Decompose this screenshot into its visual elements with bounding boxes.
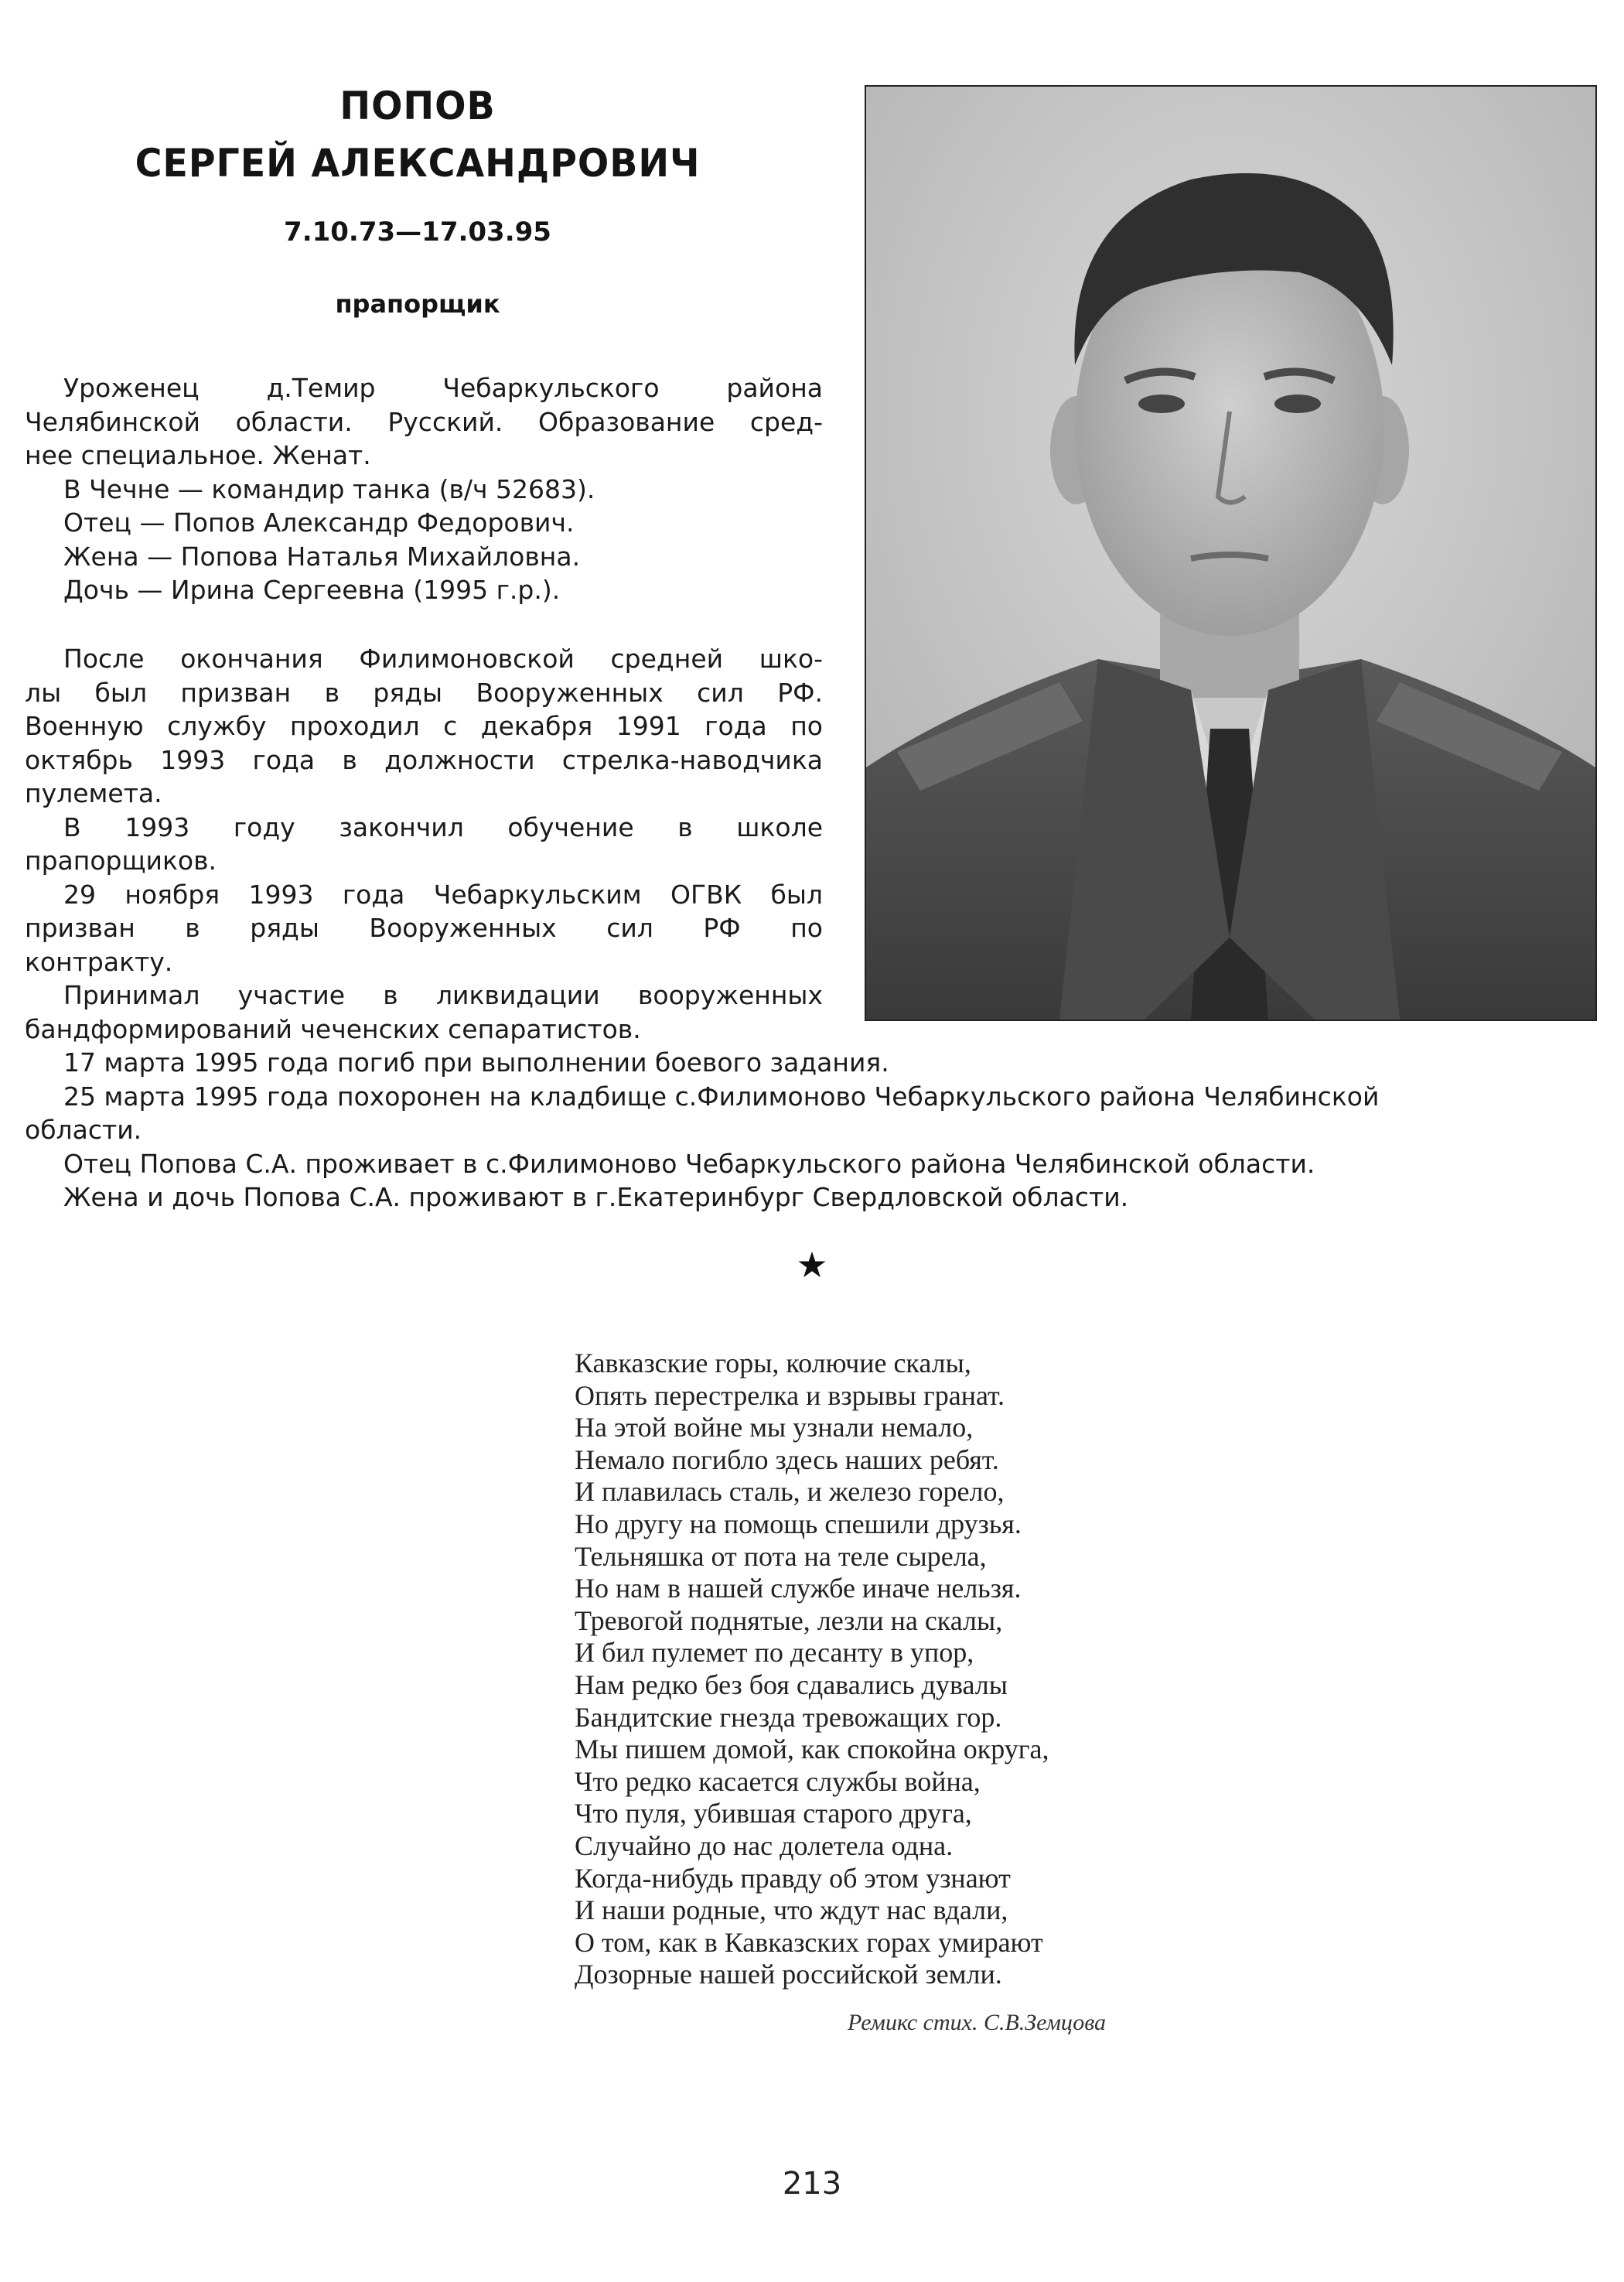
poem-line: Мы пишем домой, как спокойна округа, xyxy=(575,1734,1049,1765)
bio-line: прапорщиков. xyxy=(25,846,217,876)
bio-line: лы был призван в ряды Вооруженных сил РФ. xyxy=(25,677,823,708)
poem-line: Когда-нибудь правду об этом узнают xyxy=(575,1862,1011,1894)
bio-line: 29 ноября 1993 года Чебаркульским ОГВК был xyxy=(63,879,823,910)
surname-heading: ПОПОВ xyxy=(339,84,496,128)
bio-line: Челябинской области. Русский. Образование сред- xyxy=(25,406,823,437)
bio-line: Отец Попова С.А. проживает в с.Филимоново Чебаркульского района Челябинской области. xyxy=(63,1148,1315,1179)
bio-line: Военную службу проходил с декабря 1991 года по xyxy=(25,711,823,741)
bio-line: области. xyxy=(25,1115,142,1145)
page-number: 213 xyxy=(782,2166,842,2202)
bio-line: В 1993 году закончил обучение в школе xyxy=(63,811,823,842)
bio-line: Отец — Попов Александр Федорович. xyxy=(63,507,575,538)
given-names-heading: СЕРГЕЙ АЛЕКСАНДРОВИЧ xyxy=(135,141,701,186)
poem-line: Но другу на помощь спешили друзья. xyxy=(575,1508,1022,1539)
poem-line: И наши родные, что ждут нас вдали, xyxy=(575,1894,1008,1926)
bio-line: Жена — Попова Наталья Михайловна. xyxy=(63,541,581,572)
star-separator: ★ xyxy=(796,1244,828,1286)
bio-line: бандформирований чеченских сепаратистов. xyxy=(25,1013,641,1044)
bio-line: В Чечне — командир танка (в/ч 52683). xyxy=(63,473,595,504)
poem-line: Тельняшка от пота на теле сырела, xyxy=(575,1540,987,1572)
military-rank: прапорщик xyxy=(335,289,500,319)
poem-line: И бил пулемет по десанту в упор, xyxy=(575,1637,974,1669)
poem-line: О том, как в Кавказских горах умирают xyxy=(575,1926,1043,1958)
life-dates: 7.10.73—17.03.95 xyxy=(284,217,551,248)
poem-line: Что пуля, убившая старого друга, xyxy=(575,1798,972,1829)
bio-line: Дочь — Ирина Сергеевна (1995 г.р.). xyxy=(63,575,561,605)
poem-line: Тревогой поднятые, лезли на скалы, xyxy=(575,1604,1003,1636)
bio-line: Принимал участие в ликвидации вооруженных xyxy=(63,980,823,1010)
bio-line: контракту. xyxy=(25,946,173,977)
poem xyxy=(575,1348,1049,1991)
bio-line: пулемета. xyxy=(25,778,162,808)
bio-line: нее специальное. Женат. xyxy=(25,440,371,470)
poem-line: Дозорные нашей российской земли. xyxy=(575,1959,1002,1990)
poem-line: Нам редко без боя сдавались дувалы xyxy=(575,1669,1008,1700)
bio-paragraph-2 xyxy=(25,642,823,1046)
portrait-photo xyxy=(865,85,1597,1021)
poem-attribution: Ремикс стих. С.В.Земцова xyxy=(848,2010,1107,2035)
poem-line: Но нам в нашей службе иначе нельзя. xyxy=(575,1573,1022,1604)
bio-line: Уроженец д.Темир Чебаркульского района xyxy=(63,373,823,403)
poem-line: Случайно до нас долетела одна. xyxy=(575,1829,954,1861)
bio-paragraph-1 xyxy=(25,371,823,607)
bio-line: октябрь 1993 года в должности стрелка-наводчика xyxy=(25,744,823,775)
portrait-illustration xyxy=(866,87,1595,1020)
poem-line: Бандитские гнезда тревожащих гор. xyxy=(575,1701,1002,1733)
poem-line: Что редко касается службы война, xyxy=(575,1765,981,1797)
poem-line: На этой войне мы узнали немало, xyxy=(575,1412,974,1443)
bio-line: 25 марта 1995 года похоронен на кладбище с.Филимоново Чебаркульского района Челябинской xyxy=(63,1081,1380,1112)
bio-paragraph-3 xyxy=(25,1046,1602,1214)
poem-line: И плавилась сталь, и железо горело, xyxy=(575,1476,1005,1508)
poem-line: Немало погибло здесь наших ребят. xyxy=(575,1443,999,1475)
poem-line: Опять перестрелка и взрывы гранат. xyxy=(575,1379,1005,1411)
bio-line: После окончания Филимоновской средней шко- xyxy=(63,644,823,674)
bio-line: призван в ряды Вооруженных сил РФ по xyxy=(25,913,823,943)
bio-line: 17 марта 1995 года погиб при выполнении боевого задания. xyxy=(63,1047,889,1078)
poem-line: Кавказские горы, колючие скалы, xyxy=(575,1348,971,1378)
bio-line: Жена и дочь Попова С.А. проживают в г.Екатеринбург Свердловской области. xyxy=(63,1182,1129,1212)
